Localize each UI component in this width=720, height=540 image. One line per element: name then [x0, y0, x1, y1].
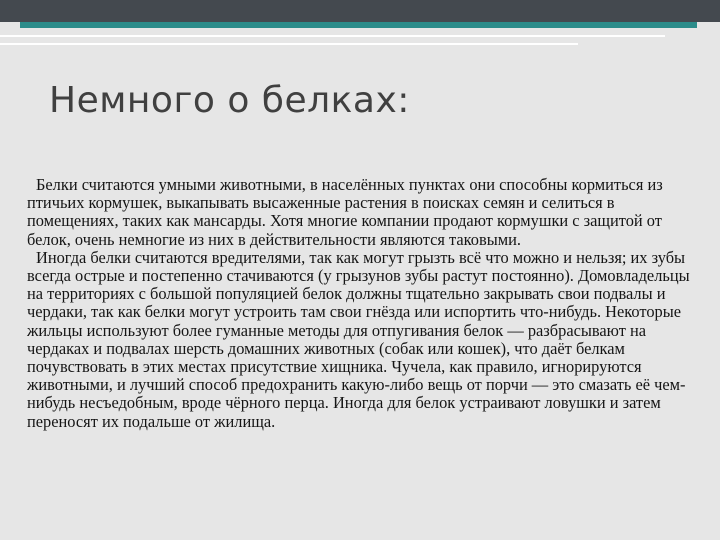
- decorative-line-upper: [0, 35, 665, 37]
- decorative-line-lower: [0, 43, 578, 45]
- paragraph-2: Иногда белки считаются вредителями, так как могут грызть всё что можно и нельзя; их зубы всегда острые и постепенно стачиваются (у грызунов зубы растут постоянно). Домовладельцы на территориях с большой популяцией белок должны тщательно закрывать свои подвалы и чердаки, так как белки могут устроить там свои гнёзда или испортить что-нибудь. Некоторые жильцы используют более гуманные методы для отпугивания белок — разбрасывают на чердаках и подвалах шерсть домашних животных (собак или кошек), что даёт белкам почувствовать в этих местах присутствие хищника. Чучела, как правило, игнорируются животными, и лучший способ предохранить какую-либо вещь от порчи — это смазать её чем-нибудь несъедобным, вроде чёрного перца. Иногда для белок устраивают ловушки и затем переносят их подальше от жилища.: [27, 247, 690, 431]
- accent-bar-notch: [697, 22, 720, 32]
- teal-accent-bar: [20, 22, 697, 28]
- paragraph-1: Белки считаются умными животными, в населённых пунктах они способны кормиться из птичьих кормушек, выкапывать высаженные растения в поисках семян и селиться в помещениях, таких как мансарды. Хотя многие компании продают кормушки с защитой от белок, очень немногие из них в действительности являются таковыми.: [27, 175, 663, 249]
- slide-title: Немного о белках:: [49, 80, 410, 121]
- top-dark-bar: [0, 0, 720, 22]
- slide-body: [27, 176, 697, 431]
